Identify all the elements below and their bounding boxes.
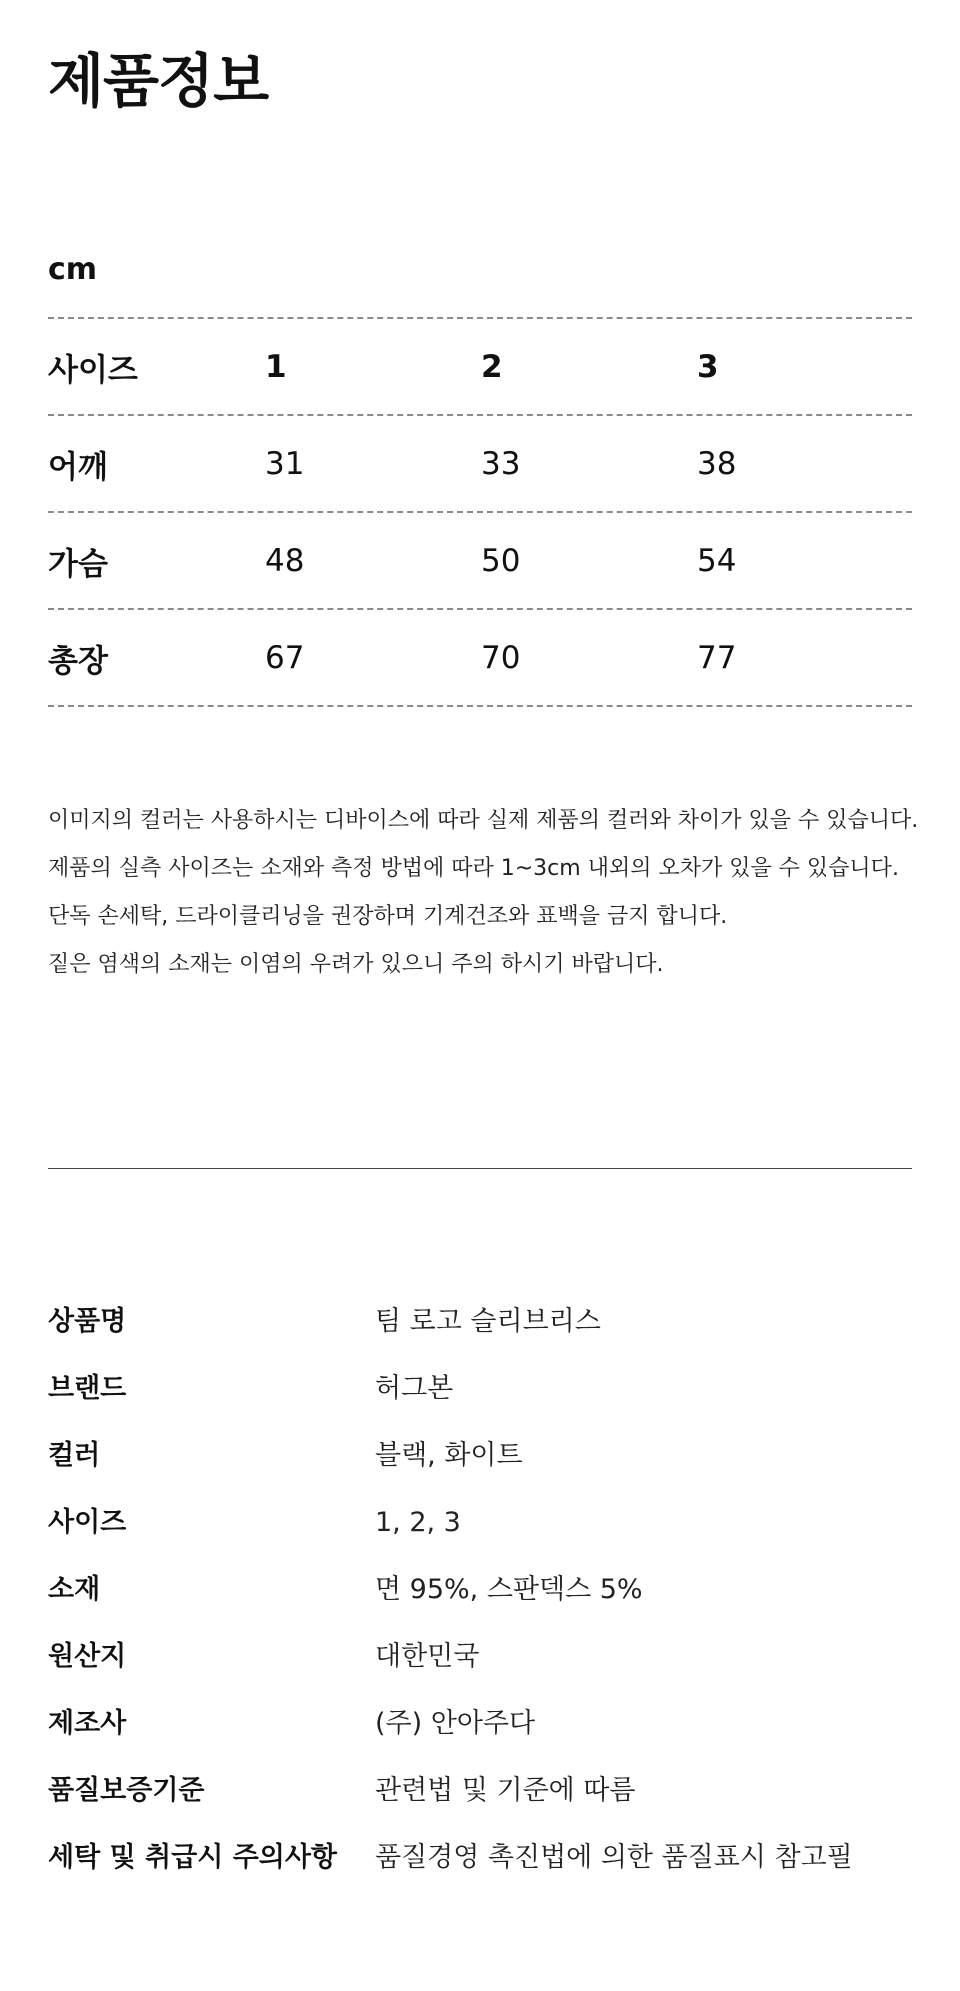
- info-row-origin: [48, 1633, 912, 1700]
- size-table: [48, 317, 912, 707]
- info-label: 원산지: [48, 1641, 127, 1672]
- info-label: 상품명: [48, 1306, 127, 1337]
- info-row-quality-standard: [48, 1767, 912, 1834]
- care-notes: [48, 797, 918, 989]
- info-label: 컬러: [48, 1440, 101, 1471]
- info-value: 1, 2, 3: [375, 1507, 461, 1538]
- size-row-label: 어깨: [48, 449, 108, 485]
- info-label: 소재: [48, 1574, 101, 1605]
- unit-label: cm: [48, 252, 98, 287]
- size-cell: 54: [697, 542, 737, 579]
- info-row-manufacturer: [48, 1700, 912, 1767]
- info-value: (주) 안아주다: [375, 1708, 536, 1739]
- product-info-list: [48, 1298, 912, 1901]
- info-value: 블랙, 화이트: [375, 1440, 523, 1471]
- info-value: 품질경영 촉진법에 의한 품질표시 참고필: [375, 1842, 853, 1873]
- info-value: 대한민국: [375, 1641, 480, 1672]
- size-cell: 50: [481, 542, 521, 579]
- info-row-care-caution: [48, 1834, 912, 1901]
- size-cell: 48: [265, 542, 305, 579]
- info-value: 관련법 및 기준에 따름: [375, 1775, 636, 1806]
- note-line: 단독 손세탁, 드라이클리닝을 권장하며 기계건조와 표백을 금지 합니다.: [48, 904, 728, 929]
- info-row-product-name: [48, 1298, 912, 1365]
- size-header-label: 사이즈: [48, 352, 138, 388]
- info-label: 사이즈: [48, 1507, 127, 1538]
- info-label: 브랜드: [48, 1373, 127, 1404]
- info-value: 팀 로고 슬리브리스: [375, 1306, 601, 1337]
- page-title: 제품정보: [48, 47, 269, 115]
- size-cell: 70: [481, 639, 521, 676]
- section-divider: [48, 1168, 912, 1169]
- info-label: 품질보증기준: [48, 1775, 205, 1806]
- size-header-3: 3: [697, 348, 719, 385]
- size-cell: 38: [697, 445, 737, 482]
- size-row-chest: [48, 513, 912, 610]
- note-line: 제품의 실측 사이즈는 소재와 측정 방법에 따라 1~3cm 내외의 오차가 있을 수 있습니다.: [48, 856, 899, 881]
- size-cell: 67: [265, 639, 305, 676]
- size-row-label: 가슴: [48, 546, 108, 582]
- size-cell: 33: [481, 445, 521, 482]
- info-value: 면 95%, 스판덱스 5%: [375, 1574, 643, 1605]
- info-value: 허그본: [375, 1373, 454, 1404]
- size-table-header-row: [48, 319, 912, 416]
- size-cell: 77: [697, 639, 737, 676]
- info-row-size: [48, 1499, 912, 1566]
- size-row-shoulder: [48, 416, 912, 513]
- size-row-label: 총장: [48, 643, 108, 679]
- note-line: 이미지의 컬러는 사용하시는 디바이스에 따라 실제 제품의 컬러와 차이가 있을 수 있습니다.: [48, 808, 919, 833]
- size-header-1: 1: [265, 348, 287, 385]
- info-label: 세탁 및 취급시 주의사항: [48, 1842, 338, 1873]
- size-header-2: 2: [481, 348, 503, 385]
- size-cell: 31: [265, 445, 305, 482]
- note-line: 짙은 염색의 소재는 이염의 우려가 있으니 주의 하시기 바랍니다.: [48, 952, 664, 977]
- info-row-material: [48, 1566, 912, 1633]
- info-row-color: [48, 1432, 912, 1499]
- info-row-brand: [48, 1365, 912, 1432]
- info-label: 제조사: [48, 1708, 127, 1739]
- size-row-length: [48, 610, 912, 707]
